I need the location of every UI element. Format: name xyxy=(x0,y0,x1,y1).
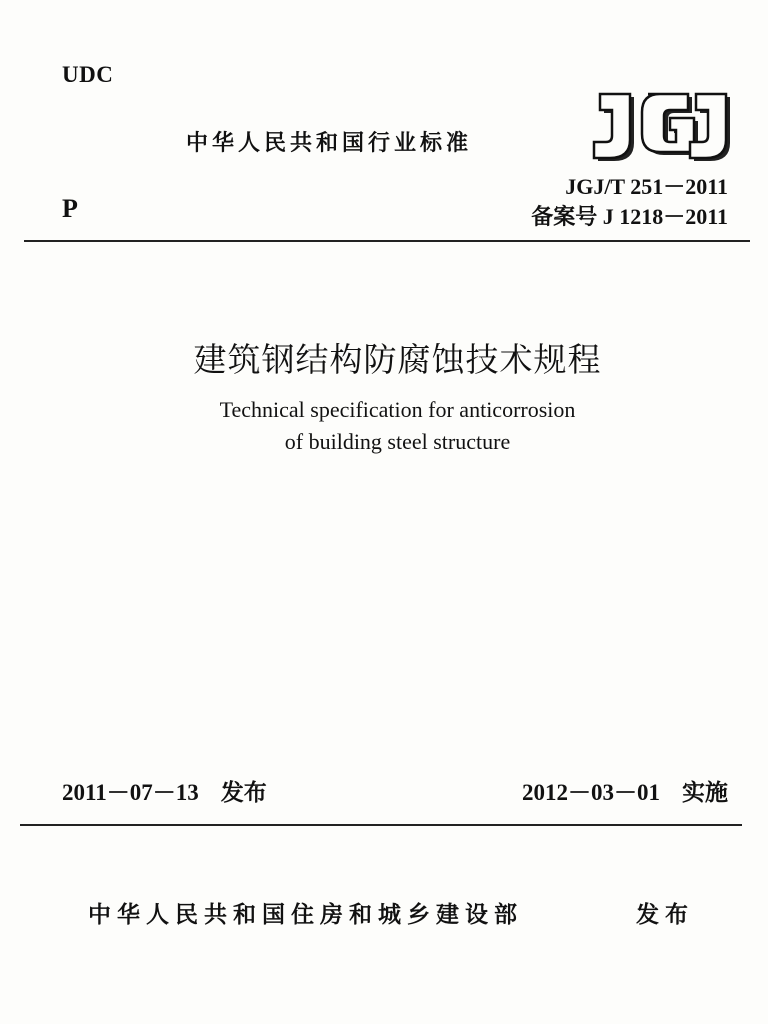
standard-number: JGJ/T 251－2011 xyxy=(565,174,728,199)
issue-label: 发布 xyxy=(220,780,267,806)
top-divider xyxy=(24,240,750,242)
effective-label: 实施 xyxy=(682,780,728,806)
effective-date: 2012－03－01 xyxy=(522,780,660,805)
jgj-logo xyxy=(586,86,736,162)
effective-date-block xyxy=(522,774,728,807)
title-english-line2: of building steel structure xyxy=(284,429,511,454)
category-code: P xyxy=(62,194,78,223)
issue-date: 2011－07－13 xyxy=(62,780,199,805)
udc-label: UDC xyxy=(62,62,114,87)
title-english xyxy=(0,394,768,458)
publisher-name: 中华人民共和国住房和城乡建设部 xyxy=(88,902,523,928)
issue-date-block xyxy=(62,774,267,807)
industry-standard-heading: 中华人民共和国行业标准 xyxy=(186,131,473,156)
record-number: 备案号 J 1218－2011 xyxy=(531,204,728,229)
publisher-label: 发布 xyxy=(636,902,694,928)
title-english-line1: Technical specification for anticorrosion xyxy=(219,397,576,422)
bottom-divider xyxy=(20,824,742,826)
jgj-logo-j1 xyxy=(594,94,630,158)
title-chinese: 建筑钢结构防腐蚀技术规程 xyxy=(193,340,602,379)
